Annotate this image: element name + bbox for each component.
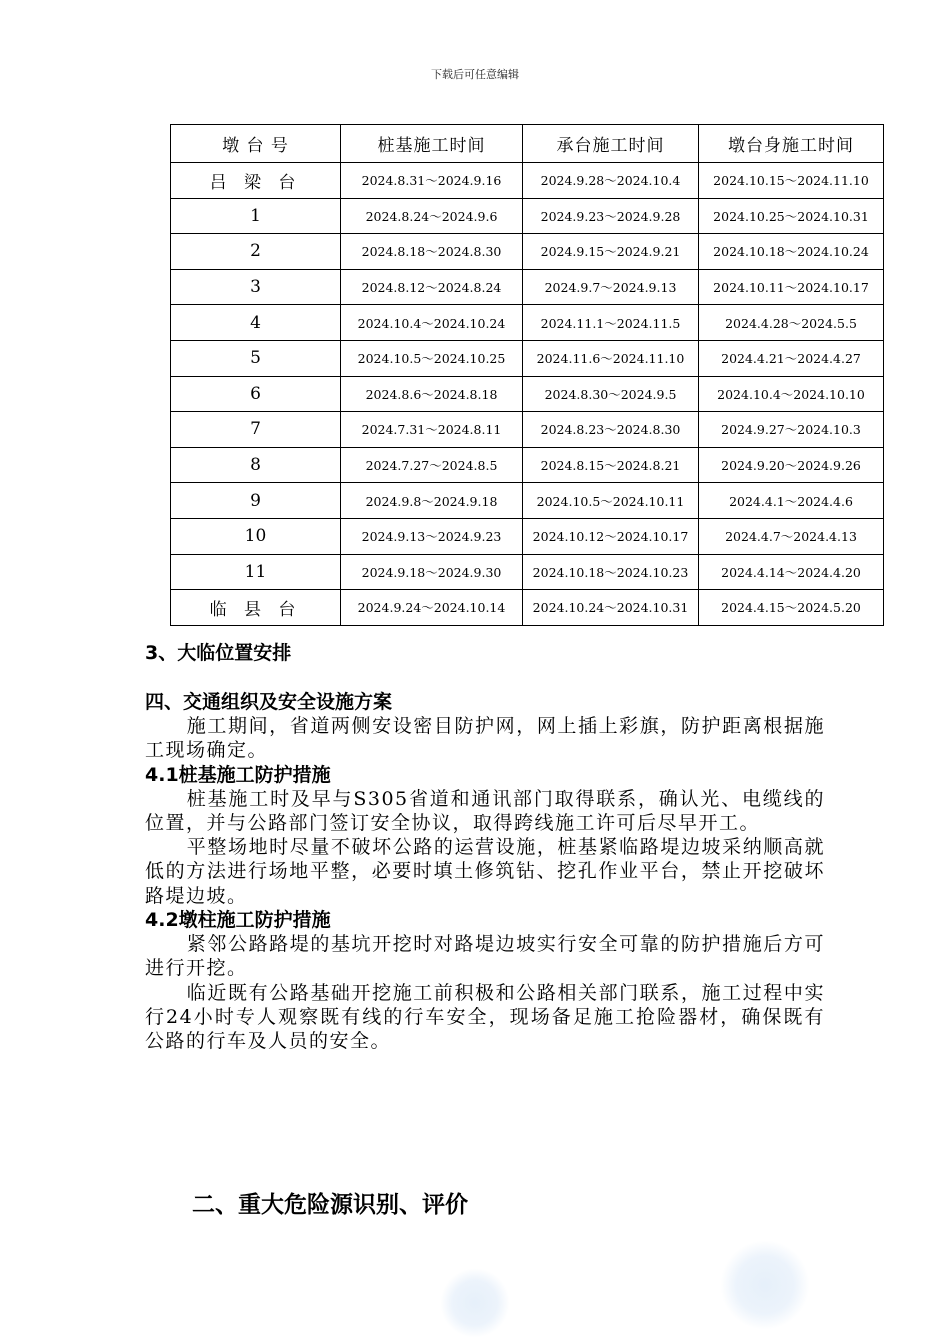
body-time-cell: 2024.4.14～2024.4.20 <box>699 554 884 590</box>
table-row <box>171 376 884 412</box>
header-cap-time: 承台施工时间 <box>523 125 699 163</box>
header-note: 下载后可任意编辑 <box>431 68 519 81</box>
section-4-2-paragraph-2: 临近既有公路基础开挖施工前积极和公路相关部门联系，施工过程中实行24小时专人观察既有线的行车安全，现场备足施工抢险器材，确保既有公路的行车及人员的安全。 <box>145 981 825 1053</box>
section-3 <box>145 641 825 665</box>
table-row <box>171 163 884 199</box>
header-body-time: 墩台身施工时间 <box>699 125 884 163</box>
cap-time-cell: 2024.9.28～2024.10.4 <box>523 163 699 199</box>
body-time-cell: 2024.10.25～2024.10.31 <box>699 198 884 234</box>
body-time-cell: 2024.9.20～2024.9.26 <box>699 447 884 483</box>
pile-time-cell: 2024.8.31～2024.9.16 <box>341 163 523 199</box>
cap-time-cell: 2024.10.12～2024.10.17 <box>523 518 699 554</box>
pier-cell: 2 <box>171 234 341 270</box>
cap-time-cell: 2024.9.15～2024.9.21 <box>523 234 699 270</box>
cap-time-cell: 2024.9.23～2024.9.28 <box>523 198 699 234</box>
table-row <box>171 447 884 483</box>
schedule-table <box>170 124 884 626</box>
pile-time-cell: 2024.10.4～2024.10.24 <box>341 305 523 341</box>
body-time-cell: 2024.4.21～2024.4.27 <box>699 340 884 376</box>
table-row <box>171 590 884 626</box>
body-time-cell: 2024.4.1～2024.4.6 <box>699 483 884 519</box>
body-time-cell: 2024.10.18～2024.10.24 <box>699 234 884 270</box>
section-4 <box>145 690 825 1054</box>
pier-cell: 9 <box>171 483 341 519</box>
pier-cell: 5 <box>171 340 341 376</box>
watermark-snowflake-icon <box>440 1268 510 1338</box>
table-row <box>171 518 884 554</box>
pile-time-cell: 2024.9.13～2024.9.23 <box>341 518 523 554</box>
pile-time-cell: 2024.8.6～2024.8.18 <box>341 376 523 412</box>
body-time-cell: 2024.9.27～2024.10.3 <box>699 412 884 448</box>
table-row <box>171 483 884 519</box>
cap-time-cell: 2024.8.30～2024.9.5 <box>523 376 699 412</box>
table-row <box>171 198 884 234</box>
body-time-cell: 2024.10.4～2024.10.10 <box>699 376 884 412</box>
section-4-1-heading: 4.1桩基施工防护措施 <box>145 763 331 786</box>
table-header-row <box>171 125 884 163</box>
body-time-cell: 2024.4.15～2024.5.20 <box>699 590 884 626</box>
body-time-cell: 2024.10.15～2024.11.10 <box>699 163 884 199</box>
pier-cell: 10 <box>171 518 341 554</box>
cap-time-cell: 2024.10.24～2024.10.31 <box>523 590 699 626</box>
section-4-1-paragraph-2: 平整场地时尽量不破坏公路的运营设施，桩基紧临路堤边坡采纳顺高就低的方法进行场地平整，必要时填土修筑钻、挖孔作业平台，禁止开挖破坏路堤边坡。 <box>145 836 825 907</box>
pier-cell: 8 <box>171 447 341 483</box>
pier-cell: 临 县 台 <box>171 590 341 626</box>
table-row <box>171 340 884 376</box>
body-time-cell: 2024.10.11～2024.10.17 <box>699 269 884 305</box>
cap-time-cell: 2024.10.5～2024.10.11 <box>523 483 699 519</box>
pile-time-cell: 2024.7.31～2024.8.11 <box>341 412 523 448</box>
table-row <box>171 269 884 305</box>
header-pile-time: 桩基施工时间 <box>341 125 523 163</box>
cap-time-cell: 2024.11.6～2024.11.10 <box>523 340 699 376</box>
section-4-2-heading: 4.2墩柱施工防护措施 <box>145 909 331 932</box>
pier-cell: 6 <box>171 376 341 412</box>
pile-time-cell: 2024.7.27～2024.8.5 <box>341 447 523 483</box>
section-4-heading: 四、交通组织及安全设施方案 <box>145 691 393 713</box>
cap-time-cell: 2024.11.1～2024.11.5 <box>523 305 699 341</box>
pier-cell: 11 <box>171 554 341 590</box>
cap-time-cell: 2024.8.15～2024.8.21 <box>523 447 699 483</box>
cap-time-cell: 2024.10.18～2024.10.23 <box>523 554 699 590</box>
pile-time-cell: 2024.9.18～2024.9.30 <box>341 554 523 590</box>
section-3-heading: 3、大临位置安排 <box>145 642 292 664</box>
section-4-2-paragraph-1: 紧邻公路路堤的基坑开挖时对路堤边坡实行安全可靠的防护措施后方可进行开挖。 <box>145 933 825 980</box>
pile-time-cell: 2024.9.24～2024.10.14 <box>341 590 523 626</box>
table-row <box>171 234 884 270</box>
pier-cell: 1 <box>171 198 341 234</box>
table-row <box>171 554 884 590</box>
pile-time-cell: 2024.9.8～2024.9.18 <box>341 483 523 519</box>
pile-time-cell: 2024.8.12～2024.8.24 <box>341 269 523 305</box>
section-4-paragraph: 施工期间，省道两侧安设密目防护网，网上插上彩旗，防护距离根据施工现场确定。 <box>145 715 825 762</box>
pile-time-cell: 2024.8.24～2024.9.6 <box>341 198 523 234</box>
watermark-snowflake-icon <box>720 1240 810 1330</box>
pile-time-cell: 2024.10.5～2024.10.25 <box>341 340 523 376</box>
major-hazard-heading: 二、重大危险源识别、评价 <box>192 1192 468 1218</box>
table-row <box>171 412 884 448</box>
pier-cell: 3 <box>171 269 341 305</box>
pier-cell: 吕 梁 台 <box>171 163 341 199</box>
pier-cell: 7 <box>171 412 341 448</box>
body-time-cell: 2024.4.7～2024.4.13 <box>699 518 884 554</box>
body-time-cell: 2024.4.28～2024.5.5 <box>699 305 884 341</box>
pier-cell: 4 <box>171 305 341 341</box>
cap-time-cell: 2024.9.7～2024.9.13 <box>523 269 699 305</box>
table-row <box>171 305 884 341</box>
table-body <box>171 163 884 626</box>
cap-time-cell: 2024.8.23～2024.8.30 <box>523 412 699 448</box>
header-pier: 墩 台 号 <box>171 125 341 163</box>
pile-time-cell: 2024.8.18～2024.8.30 <box>341 234 523 270</box>
section-4-1-paragraph-1: 桩基施工时及早与S305省道和通讯部门取得联系，确认光、电缆线的位置，并与公路部门签订安全协议，取得跨线施工许可后尽早开工。 <box>145 787 825 834</box>
